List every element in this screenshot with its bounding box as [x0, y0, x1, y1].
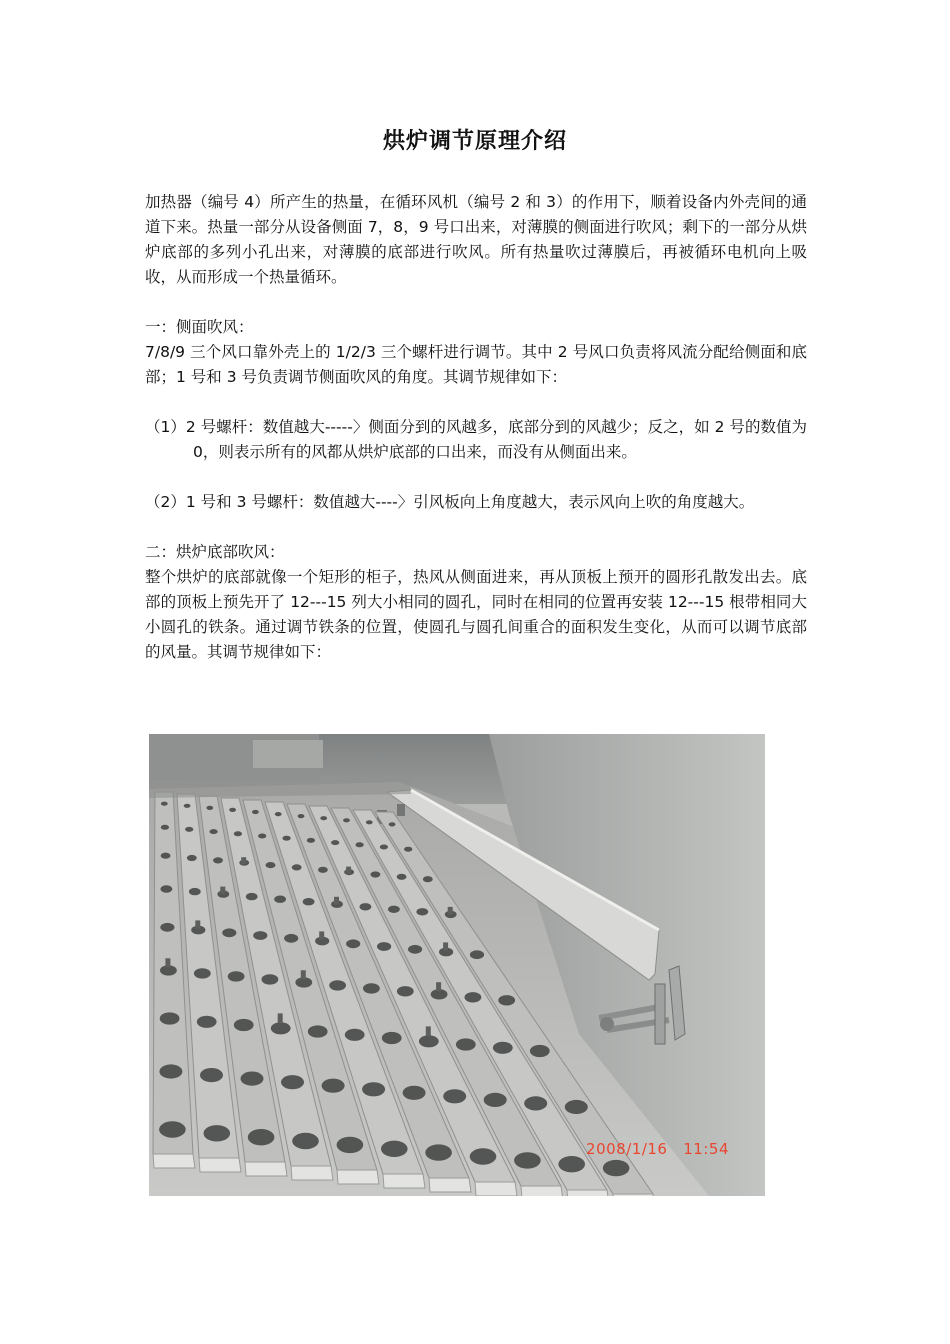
section1-rule1: （1）2 号螺杆：数值越大-----〉侧面分到的风越多，底部分到的风越少；反之，如 2 号的数值为 0，则表示所有的风都从烘炉底部的口出来，而没有从侧面出来。 [145, 418, 807, 461]
section2-body: 整个烘炉的底部就像一个矩形的柜子，热风从侧面进来，再从顶板上预开的圆形孔散发出去。底部的顶板上预先开了 12---15 列大小相同的圆孔，同时在相同的位置再安装 12---15 根带相同大小圆孔的铁条。通过调节铁条的位置，使圆孔与圆孔间重合的面积发生变化，从而可以调节底部的风量。其调节规律如下： [145, 568, 807, 661]
photo-timestamp: 2008/1/16 11:54 [586, 1140, 729, 1158]
document-title: 烘炉调节原理介绍 [382, 128, 567, 154]
section1-body: 7/8/9 三个风口靠外壳上的 1/2/3 三个螺杆进行调节。其中 2 号风口负责将风流分配给侧面和底部；1 号和 3 号负责调节侧面吹风的角度。其调节规律如下： [145, 343, 807, 386]
section1-heading: 一：侧面吹风： [145, 318, 254, 336]
section2-heading: 二：烘炉底部吹风： [145, 543, 285, 561]
oven-bottom-photo-illustration [149, 734, 765, 1196]
document-body [145, 190, 807, 665]
section1-rule2: （2）1 号和 3 号螺杆：数值越大----〉引风板向上角度越大，表示风向上吹的角度越大。 [145, 493, 755, 511]
intro-paragraph: 加热器（编号 4）所产生的热量，在循环风机（编号 2 和 3）的作用下，顺着设备内外壳间的通道下来。热量一部分从设备侧面 7，8，9 号口出来，对薄膜的侧面进行吹风；剩下的一部分从烘炉底部的多列小孔出来，对薄膜的底部进行吹风。所有热量吹过薄膜后，再被循环电机向上吸收，从而形成一个热量循环。 [145, 193, 807, 286]
oven-bottom-photo [149, 734, 765, 1196]
